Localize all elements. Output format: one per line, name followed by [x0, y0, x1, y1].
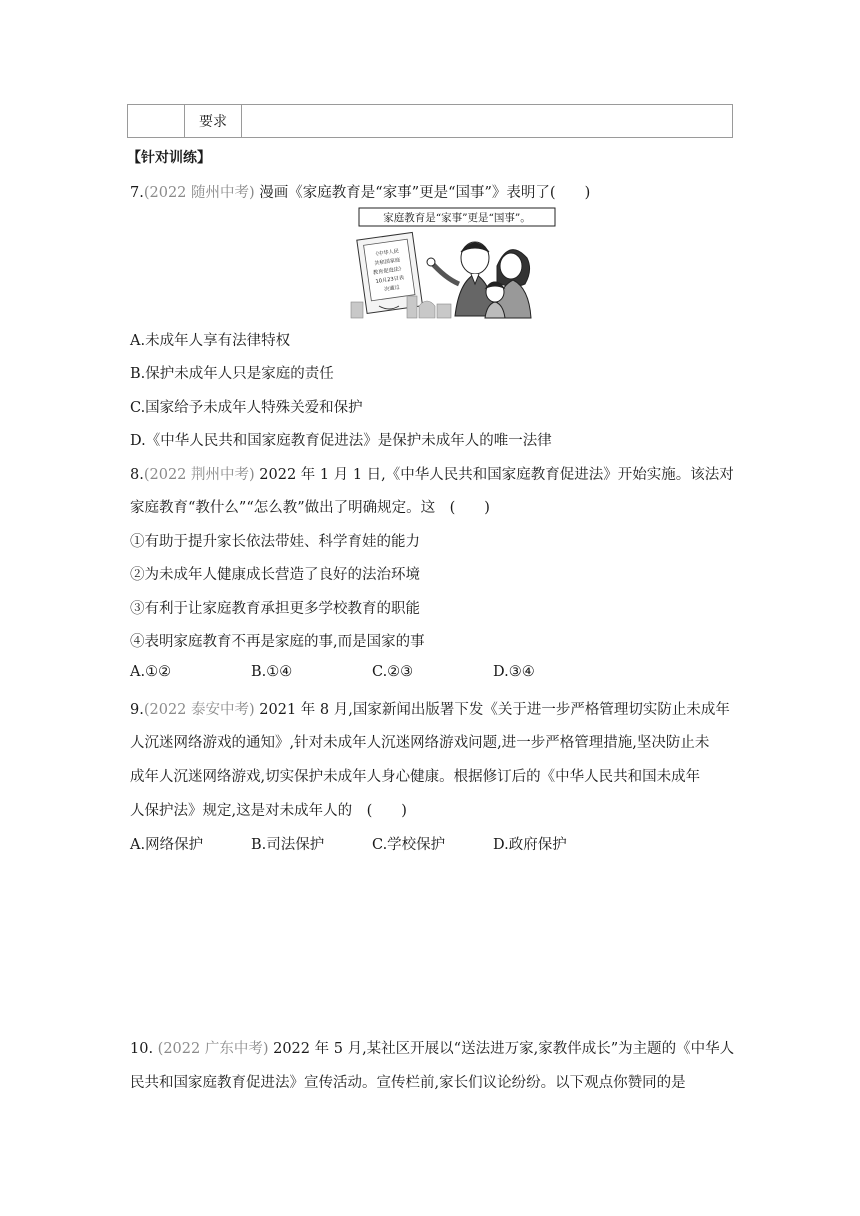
- question-9-stem: [130, 698, 730, 719]
- question-9-line3: 成年人沉迷网络游戏,切实保护未成年人身心健康。根据修订后的《中华人民共和国未成年: [130, 769, 701, 785]
- q8-option-c: C.②③: [372, 664, 414, 680]
- question-source: (2022 随州中考): [143, 185, 255, 201]
- q9-option-a: A.网络保护: [130, 837, 204, 853]
- table-row: [128, 105, 733, 138]
- question-text: 2021 年 8 月,国家新闻出版署下发《关于进一步严格管理切实防止未成年: [254, 702, 730, 718]
- family-education-cartoon: [347, 206, 559, 320]
- question-number: 10.: [130, 1041, 158, 1057]
- sign-line: 教育促进法》: [372, 265, 405, 277]
- q7-option-d: D.《中华人民共和国家庭教育促进法》是保护未成年人的唯一法律: [130, 433, 552, 449]
- q8-statement-3: ③有利于让家庭教育承担更多学校教育的职能: [130, 601, 420, 617]
- q8-option-a: A.①②: [130, 664, 172, 680]
- question-8-stem: [130, 463, 734, 484]
- q7-option-a: A.未成年人享有法律特权: [130, 333, 291, 349]
- q8-option-b: B.①④: [251, 664, 293, 680]
- question-number: 7.: [130, 185, 144, 201]
- question-text: 漫画《家庭教育是“家事”更是“国事”》表明了( ): [254, 185, 591, 201]
- sign-line: 决通过: [383, 284, 401, 293]
- question-8-line2: 家庭教育“教什么”“怎么教”做出了明确规定。这 ( ): [130, 500, 490, 516]
- q9-option-b: B.司法保护: [251, 837, 325, 853]
- sign-line: 共和国家庭: [374, 257, 401, 267]
- q8-option-d: D.③④: [493, 664, 535, 680]
- question-source: (2022 荆州中考): [143, 467, 255, 483]
- question-9-line2: 人沉迷网络游戏的通知》,针对未成年人沉迷网络游戏问题,进一步严格管理措施,坚决防止未: [130, 735, 710, 751]
- question-number: 8.: [130, 467, 144, 483]
- q9-option-d: D.政府保护: [493, 837, 567, 853]
- cartoon-caption: 家庭教育是“家事”更是“国事”。: [383, 212, 531, 224]
- sign-line: 《中华人民: [372, 248, 400, 259]
- requirement-table: [127, 104, 733, 138]
- question-number: 9.: [130, 702, 144, 718]
- question-7-stem: [130, 181, 590, 202]
- q9-option-c: C.学校保护: [372, 837, 446, 853]
- question-source: (2022 泰安中考): [143, 702, 255, 718]
- question-10-stem: [130, 1037, 734, 1058]
- q7-option-c: C.国家给予未成年人特殊关爱和保护: [130, 400, 363, 416]
- sign-line: 10月23日表: [375, 275, 405, 285]
- question-9-line4: 人保护法》规定,这是对未成年人的 ( ): [130, 803, 407, 819]
- q7-option-b: B.保护未成年人只是家庭的责任: [130, 366, 334, 382]
- q8-statement-2: ②为未成年人健康成长营造了良好的法治环境: [130, 567, 420, 583]
- table-cell: [128, 105, 185, 138]
- question-text: 2022 年 5 月,某社区开展以“送法进万家,家教伴成长”为主题的《中华人: [268, 1041, 735, 1057]
- table-cell: [242, 105, 733, 138]
- q8-statement-1: ①有助于提升家长依法带娃、科学育娃的能力: [130, 534, 420, 550]
- table-cell: 要求: [185, 105, 242, 138]
- q8-statement-4: ④表明家庭教育不再是家庭的事,而是国家的事: [130, 634, 425, 650]
- question-10-line2: 民共和国家庭教育促进法》宣传活动。宣传栏前,家长们议论纷纷。以下观点你赞同的是: [130, 1075, 686, 1091]
- question-text: 2022 年 1 月 1 日,《中华人民共和国家庭教育促进法》开始实施。该法对: [254, 467, 734, 483]
- question-source: (2022 广东中考): [157, 1041, 269, 1057]
- section-title: 【针对训练】: [127, 150, 211, 166]
